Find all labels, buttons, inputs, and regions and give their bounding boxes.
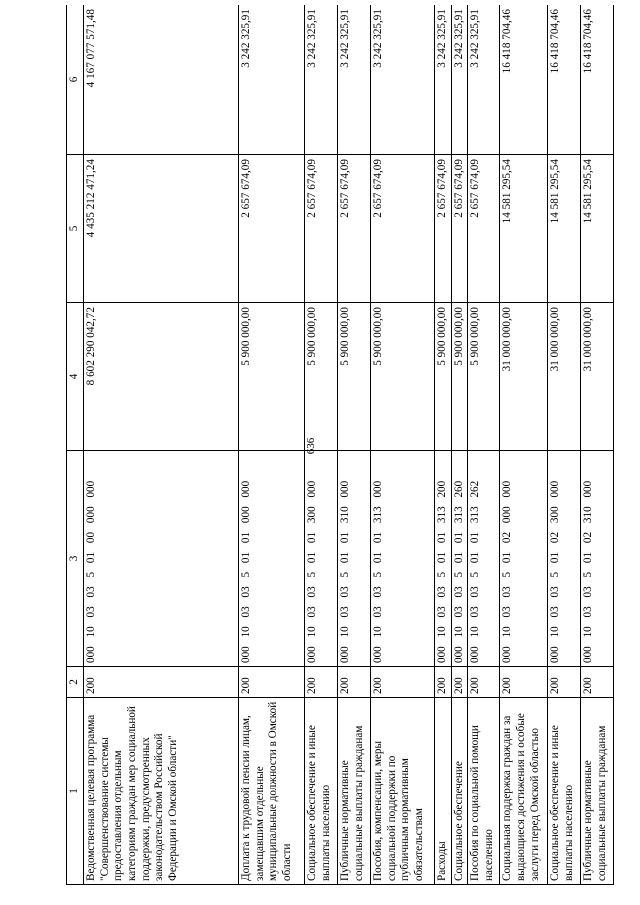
row-name: Пособия, компенсации, меры социальной поддержки по публичным нормативным обязательствам bbox=[371, 698, 435, 885]
table-row bbox=[239, 5, 305, 885]
table-row bbox=[84, 5, 239, 885]
code-segment: 01 bbox=[549, 551, 562, 564]
code-segment: 000 bbox=[85, 646, 97, 663]
row-name: Социальное обеспечение bbox=[451, 698, 468, 885]
row-classification-code bbox=[548, 451, 581, 667]
code-segment: 000 bbox=[469, 646, 482, 663]
code-segment: 5 bbox=[306, 571, 318, 578]
code-segment: 310 bbox=[339, 506, 351, 524]
code-segment: 03 bbox=[85, 606, 97, 618]
code-segment: 01 bbox=[339, 551, 351, 564]
code-segment: 01 bbox=[240, 531, 252, 544]
code-segment: 01 bbox=[372, 551, 384, 564]
code-segment: 01 bbox=[85, 551, 97, 564]
code-segment: 01 bbox=[436, 551, 448, 564]
row-admin-code: 200 bbox=[468, 667, 500, 698]
code-segment: 000 bbox=[549, 480, 562, 498]
code-segment: 10 bbox=[501, 626, 514, 638]
row-admin-code: 200 bbox=[435, 667, 452, 698]
code-segment: 000 bbox=[372, 480, 384, 498]
code-segment: 03 bbox=[501, 586, 514, 598]
code-segment: 000 bbox=[452, 646, 465, 663]
table-row bbox=[338, 5, 371, 885]
row-amount-col-5: 14 581 295,54 bbox=[581, 155, 614, 303]
code-segment: 5 bbox=[436, 571, 448, 578]
rotated-page bbox=[66, 5, 618, 885]
code-segment: 5 bbox=[469, 571, 482, 578]
code-segment: 03 bbox=[436, 586, 448, 598]
code-segment: 00 bbox=[85, 531, 97, 544]
row-amount-col-5: 2 657 674,09 bbox=[435, 155, 452, 303]
row-classification-code bbox=[84, 451, 239, 667]
code-segment: 03 bbox=[436, 606, 448, 618]
table-row bbox=[305, 5, 338, 885]
row-name: Ведомственная целевая программа "Совершенствование системы предоставления отдельным категориям граждан мер социальной поддержки, предусмотренных законодательством Российской Федерации и Омской области" bbox=[84, 698, 239, 885]
code-segment: 03 bbox=[372, 606, 384, 618]
code-segment: 03 bbox=[469, 586, 482, 598]
row-classification-code bbox=[239, 451, 305, 667]
code-segment: 260 bbox=[452, 480, 465, 498]
row-amount-col-6: 4 167 077 571,48 bbox=[84, 5, 239, 155]
row-amount-col-5: 2 657 674,09 bbox=[338, 155, 371, 303]
code-segment: 01 bbox=[436, 531, 448, 544]
code-segment: 01 bbox=[339, 531, 351, 544]
code-segment: 10 bbox=[549, 626, 562, 638]
row-amount-col-4: 5 900 000,00 bbox=[468, 303, 500, 451]
row-amount-col-4: 5 900 000,00 bbox=[435, 303, 452, 451]
code-segment: 01 bbox=[469, 551, 482, 564]
code-segment: 10 bbox=[452, 626, 465, 638]
row-amount-col-6: 3 242 325,91 bbox=[305, 5, 338, 155]
code-segment: 000 bbox=[501, 646, 514, 663]
code-segment: 000 bbox=[85, 480, 97, 498]
row-amount-col-5: 2 657 674,09 bbox=[468, 155, 500, 303]
row-classification-code bbox=[500, 451, 548, 667]
budget-table bbox=[66, 5, 614, 885]
table-header bbox=[67, 5, 84, 885]
row-admin-code: 200 bbox=[548, 667, 581, 698]
code-segment: 313 bbox=[469, 506, 482, 524]
code-segment: 313 bbox=[436, 506, 448, 524]
code-segment: 03 bbox=[339, 606, 351, 618]
code-segment: 03 bbox=[582, 606, 595, 618]
code-segment: 5 bbox=[240, 571, 252, 578]
row-amount-col-5: 2 657 674,09 bbox=[451, 155, 468, 303]
code-segment: 000 bbox=[240, 480, 252, 498]
header-col-5: 5 bbox=[67, 155, 84, 303]
row-classification-code bbox=[305, 451, 338, 667]
code-segment: 5 bbox=[452, 571, 465, 578]
code-segment: 000 bbox=[372, 646, 384, 663]
code-segment: 01 bbox=[452, 531, 465, 544]
code-segment: 03 bbox=[582, 586, 595, 598]
code-segment: 000 bbox=[549, 646, 562, 663]
code-segment: 10 bbox=[85, 626, 97, 638]
row-name: Расходы bbox=[435, 698, 452, 885]
code-segment: 000 bbox=[436, 646, 448, 663]
row-amount-col-5: 14 581 295,54 bbox=[548, 155, 581, 303]
code-segment: 310 bbox=[582, 506, 595, 524]
code-segment: 313 bbox=[372, 506, 384, 524]
code-segment: 5 bbox=[85, 571, 97, 578]
table-row bbox=[451, 5, 468, 885]
code-segment: 01 bbox=[582, 551, 595, 564]
row-amount-col-6: 3 242 325,91 bbox=[468, 5, 500, 155]
table-row bbox=[371, 5, 435, 885]
code-segment: 03 bbox=[501, 606, 514, 618]
code-segment: 02 bbox=[549, 531, 562, 544]
code-segment: 300 bbox=[549, 506, 562, 524]
row-amount-col-6: 3 242 325,91 bbox=[451, 5, 468, 155]
row-classification-code bbox=[451, 451, 468, 667]
table-row bbox=[468, 5, 500, 885]
header-row bbox=[67, 5, 84, 885]
row-admin-code: 200 bbox=[239, 667, 305, 698]
row-amount-col-4: 31 000 000,00 bbox=[581, 303, 614, 451]
row-amount-col-4: 5 900 000,00 bbox=[239, 303, 305, 451]
code-segment: 03 bbox=[372, 586, 384, 598]
code-segment: 000 bbox=[306, 480, 318, 498]
row-amount-col-6: 16 418 704,46 bbox=[581, 5, 614, 155]
code-segment: 5 bbox=[582, 571, 595, 578]
page-number: 636 bbox=[305, 437, 317, 455]
code-segment: 000 bbox=[582, 646, 595, 663]
row-amount-col-6: 3 242 325,91 bbox=[338, 5, 371, 155]
code-segment: 000 bbox=[240, 506, 252, 524]
code-segment: 10 bbox=[306, 626, 318, 638]
row-amount-col-4: 5 900 000,00 bbox=[305, 303, 338, 451]
code-segment: 200 bbox=[436, 480, 448, 498]
rotated-content bbox=[66, 5, 618, 885]
code-segment: 01 bbox=[306, 551, 318, 564]
code-segment: 313 bbox=[452, 506, 465, 524]
row-name: Социальное обеспечение и иные выплаты населению bbox=[305, 698, 338, 885]
code-segment: 03 bbox=[339, 586, 351, 598]
row-name: Социальная поддержка граждан за выдающиеся достижения и особые заслуги перед Омской областью bbox=[500, 698, 548, 885]
row-name: Публичные нормативные социальные выплаты гражданам bbox=[338, 698, 371, 885]
code-segment: 10 bbox=[469, 626, 482, 638]
code-segment: 10 bbox=[339, 626, 351, 638]
table-row bbox=[581, 5, 614, 885]
row-admin-code: 200 bbox=[84, 667, 239, 698]
code-segment: 03 bbox=[85, 586, 97, 598]
row-admin-code: 200 bbox=[305, 667, 338, 698]
code-segment: 000 bbox=[582, 480, 595, 498]
code-segment: 5 bbox=[501, 571, 514, 578]
header-col-4: 4 bbox=[67, 303, 84, 451]
code-segment: 03 bbox=[452, 606, 465, 618]
code-segment: 01 bbox=[501, 551, 514, 564]
row-amount-col-6: 16 418 704,46 bbox=[548, 5, 581, 155]
code-segment: 02 bbox=[582, 531, 595, 544]
row-name: Публичные нормативные социальные выплаты гражданам bbox=[581, 698, 614, 885]
table-row bbox=[500, 5, 548, 885]
row-admin-code: 200 bbox=[371, 667, 435, 698]
row-name: Доплата к трудовой пенсии лицам, замещавшим отдельные муниципальные должности в Омской области bbox=[239, 698, 305, 885]
row-amount-col-6: 3 242 325,91 bbox=[371, 5, 435, 155]
row-classification-code bbox=[338, 451, 371, 667]
code-segment: 5 bbox=[339, 571, 351, 578]
code-segment: 03 bbox=[240, 586, 252, 598]
row-amount-col-5: 14 581 295,54 bbox=[500, 155, 548, 303]
row-amount-col-5: 2 657 674,09 bbox=[371, 155, 435, 303]
code-segment: 03 bbox=[306, 586, 318, 598]
row-amount-col-5: 4 435 212 471,24 bbox=[84, 155, 239, 303]
code-segment: 03 bbox=[469, 606, 482, 618]
code-segment: 03 bbox=[452, 586, 465, 598]
table-row bbox=[435, 5, 452, 885]
row-admin-code: 200 bbox=[581, 667, 614, 698]
code-segment: 03 bbox=[549, 606, 562, 618]
row-amount-col-4: 5 900 000,00 bbox=[371, 303, 435, 451]
row-amount-col-4: 31 000 000,00 bbox=[500, 303, 548, 451]
header-col-3: 3 bbox=[67, 451, 84, 667]
code-segment: 000 bbox=[306, 646, 318, 663]
code-segment: 03 bbox=[240, 606, 252, 618]
code-segment: 03 bbox=[306, 606, 318, 618]
code-segment: 000 bbox=[240, 646, 252, 663]
row-amount-col-5: 2 657 674,09 bbox=[305, 155, 338, 303]
code-segment: 03 bbox=[549, 586, 562, 598]
code-segment: 10 bbox=[436, 626, 448, 638]
row-admin-code: 200 bbox=[451, 667, 468, 698]
code-segment: 000 bbox=[339, 646, 351, 663]
header-col-1: 1 bbox=[67, 698, 84, 885]
code-segment: 02 bbox=[501, 531, 514, 544]
row-amount-col-6: 16 418 704,46 bbox=[500, 5, 548, 155]
row-name: Социальное обеспечение и иные выплаты населению bbox=[548, 698, 581, 885]
code-segment: 000 bbox=[85, 506, 97, 524]
code-segment: 10 bbox=[372, 626, 384, 638]
row-classification-code bbox=[435, 451, 452, 667]
code-segment: 01 bbox=[452, 551, 465, 564]
row-classification-code bbox=[371, 451, 435, 667]
code-segment: 262 bbox=[469, 480, 482, 498]
row-classification-code bbox=[581, 451, 614, 667]
code-segment: 5 bbox=[372, 571, 384, 578]
row-name: Пособия по социальной помощи населению bbox=[468, 698, 500, 885]
row-amount-col-4: 5 900 000,00 bbox=[338, 303, 371, 451]
code-segment: 300 bbox=[306, 506, 318, 524]
code-segment: 01 bbox=[469, 531, 482, 544]
code-segment: 000 bbox=[501, 506, 514, 524]
header-col-2: 2 bbox=[67, 667, 84, 698]
code-segment: 5 bbox=[549, 571, 562, 578]
row-admin-code: 200 bbox=[338, 667, 371, 698]
table-row bbox=[548, 5, 581, 885]
code-segment: 000 bbox=[339, 480, 351, 498]
code-segment: 10 bbox=[240, 626, 252, 638]
table-body bbox=[84, 5, 614, 885]
code-segment: 000 bbox=[501, 480, 514, 498]
row-admin-code: 200 bbox=[500, 667, 548, 698]
row-classification-code bbox=[468, 451, 500, 667]
row-amount-col-5: 2 657 674,09 bbox=[239, 155, 305, 303]
row-amount-col-6: 3 242 325,91 bbox=[435, 5, 452, 155]
code-segment: 01 bbox=[372, 531, 384, 544]
row-amount-col-4: 31 000 000,00 bbox=[548, 303, 581, 451]
code-segment: 10 bbox=[582, 626, 595, 638]
row-amount-col-6: 3 242 325,91 bbox=[239, 5, 305, 155]
code-segment: 01 bbox=[240, 551, 252, 564]
code-segment: 01 bbox=[306, 531, 318, 544]
row-amount-col-4: 8 602 290 042,72 bbox=[84, 303, 239, 451]
row-amount-col-4: 5 900 000,00 bbox=[451, 303, 468, 451]
header-col-6: 6 bbox=[67, 5, 84, 155]
